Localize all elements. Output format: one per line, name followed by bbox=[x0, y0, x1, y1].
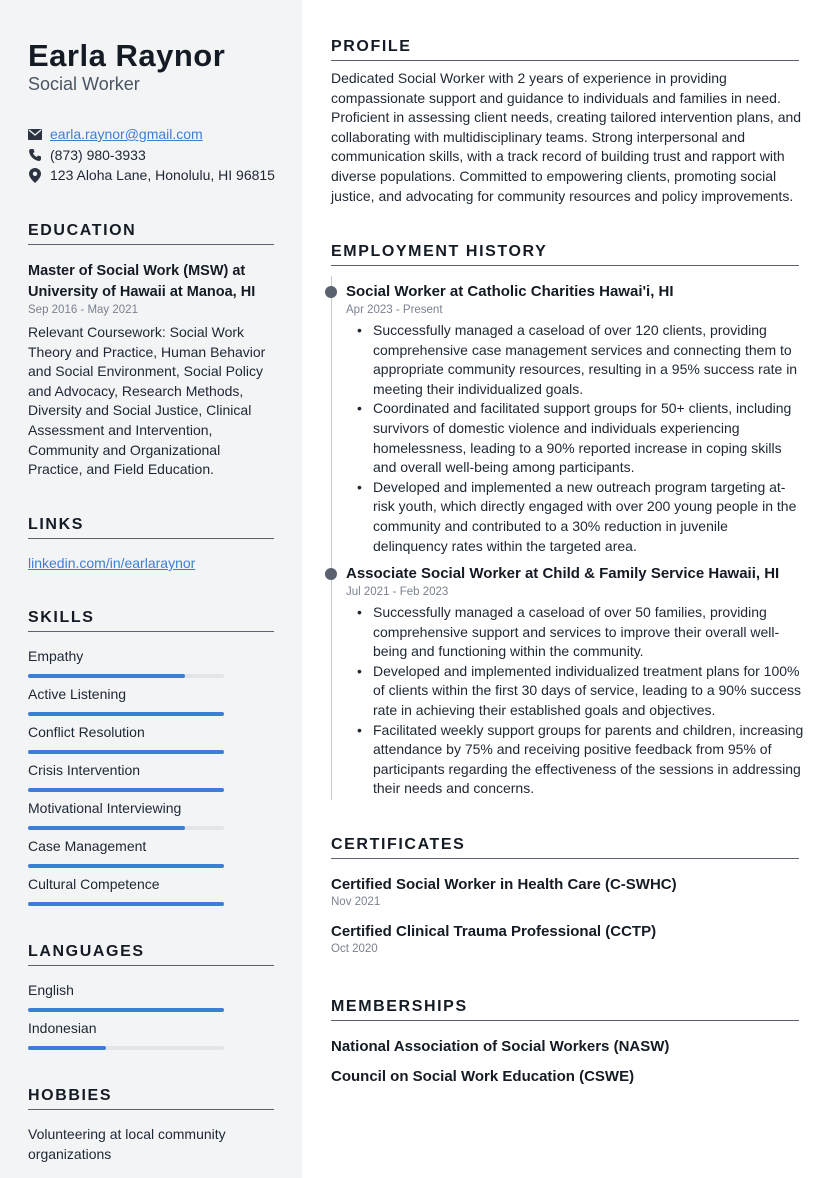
skill-level-bar bbox=[28, 674, 224, 678]
job-bullet: • Developed and implemented a new outreach program targeting at-risk youth, which directly engaged with over 200 young people in the community and contributed to a 30% reduction in juvenile delinquency rates within the targeted area. bbox=[346, 478, 804, 556]
memberships-heading: MEMBERSHIPS bbox=[331, 998, 799, 1021]
map-pin-icon bbox=[28, 168, 42, 182]
skill-level-fill bbox=[28, 902, 224, 906]
job-bullet: • Coordinated and facilitated support groups for 50+ clients, including survivors of domestic violence and individuals experiencing homelessness, leading to a 90% reported increase in coping skills and overall well-being among participants. bbox=[346, 399, 804, 477]
profile-text: Dedicated Social Worker with 2 years of experience in providing compassionate support and guidance to individuals and families in need. Proficient in assessing client needs, creating tailored intervention plans, and collaborating with multidisciplinary teams. Strong interpersonal and communication skills, with a track record of building trust and rapport with diverse populations. Committed to empowering clients, promoting social justice, and advocating for community resources and policy improvements. bbox=[331, 70, 802, 204]
certificate-item bbox=[331, 876, 803, 908]
job-bullets bbox=[346, 603, 804, 799]
skill-level-fill bbox=[28, 788, 224, 792]
employment-heading: EMPLOYMENT HISTORY bbox=[331, 243, 799, 266]
language-label: English bbox=[28, 982, 74, 998]
job-dates: Apr 2023 - Present bbox=[346, 304, 443, 316]
skill-label: Conflict Resolution bbox=[28, 724, 145, 740]
skill-level-fill bbox=[28, 826, 185, 830]
address-text: 123 Aloha Lane, Honolulu, HI 96815 bbox=[50, 167, 275, 183]
skill-label: Motivational Interviewing bbox=[28, 800, 182, 816]
phone-text: (873) 980-3933 bbox=[50, 147, 146, 163]
job-bullet: • Successfully managed a caseload of over 120 clients, providing comprehensive case management services and connecting them to appropriate community resources, resulting in a 95% success rate in meeting their individualized goals. bbox=[346, 321, 804, 399]
education-degree: Master of Social Work (MSW) at University of Hawaii at Manoa, HI bbox=[28, 263, 256, 300]
certificate-date: Oct 2020 bbox=[331, 943, 378, 955]
language-level-fill bbox=[28, 1008, 224, 1012]
languages-heading: LANGUAGES bbox=[28, 943, 274, 966]
contact-email[interactable] bbox=[28, 126, 203, 142]
language-label: Indonesian bbox=[28, 1020, 97, 1036]
timeline-dot bbox=[325, 568, 337, 580]
skill-label: Cultural Competence bbox=[28, 876, 160, 892]
certificate-name: Certified Clinical Trauma Professional (CCTP) bbox=[331, 923, 657, 940]
skill-level-fill bbox=[28, 674, 185, 678]
main-content bbox=[302, 0, 833, 1178]
timeline-dot bbox=[325, 286, 337, 298]
job-bullets bbox=[346, 321, 804, 556]
skill-item bbox=[28, 686, 224, 702]
skill-item bbox=[28, 762, 224, 778]
language-item bbox=[28, 982, 224, 998]
hobby-item: Volunteering at local community organizations bbox=[28, 1126, 226, 1162]
education-dates: Sep 2016 - May 2021 bbox=[28, 304, 138, 316]
skill-level-fill bbox=[28, 712, 224, 716]
skill-label: Crisis Intervention bbox=[28, 762, 141, 778]
skill-label: Active Listening bbox=[28, 686, 127, 702]
membership-item: Council on Social Work Education (CSWE) bbox=[331, 1068, 635, 1085]
skill-level-bar bbox=[28, 864, 224, 868]
certificate-name: Certified Social Worker in Health Care (C-SWHC) bbox=[331, 876, 677, 893]
contact-phone bbox=[28, 147, 146, 163]
language-level-fill bbox=[28, 1046, 106, 1050]
skill-label: Empathy bbox=[28, 648, 84, 664]
sidebar bbox=[0, 0, 302, 1178]
profile-heading: PROFILE bbox=[331, 38, 799, 61]
membership-item: National Association of Social Workers (NASW) bbox=[331, 1038, 670, 1055]
job-bullet: • Successfully managed a caseload of over 50 families, providing comprehensive support and services to improve their overall well-being and functioning within the community. bbox=[346, 603, 804, 662]
linkedin-link[interactable]: linkedin.com/in/earlaraynor bbox=[28, 555, 196, 571]
candidate-name: Earla Raynor bbox=[28, 38, 226, 73]
skill-level-fill bbox=[28, 750, 224, 754]
timeline-line bbox=[331, 276, 332, 800]
language-level-bar bbox=[28, 1008, 224, 1012]
skill-item bbox=[28, 838, 224, 854]
job-entry bbox=[346, 564, 804, 799]
certificate-item bbox=[331, 923, 803, 955]
contact-address bbox=[28, 167, 275, 183]
job-title: Social Worker at Catholic Charities Hawai'i, HI bbox=[346, 283, 674, 300]
job-dates: Jul 2021 - Feb 2023 bbox=[346, 586, 449, 598]
phone-icon bbox=[28, 148, 42, 162]
job-entry bbox=[346, 282, 804, 556]
certificates-heading: CERTIFICATES bbox=[331, 836, 799, 859]
language-item bbox=[28, 1020, 224, 1036]
skill-level-bar bbox=[28, 826, 224, 830]
job-bullet: • Developed and implemented individualized treatment plans for 100% of clients within the first 30 days of service, leading to a 90% success rate in achieving their established goals and objectives. bbox=[346, 662, 804, 721]
skills-heading: SKILLS bbox=[28, 609, 274, 632]
skill-level-bar bbox=[28, 788, 224, 792]
email-link[interactable]: earla.raynor@gmail.com bbox=[50, 126, 203, 142]
candidate-title: Social Worker bbox=[28, 74, 140, 94]
skill-level-bar bbox=[28, 750, 224, 754]
skill-level-bar bbox=[28, 902, 224, 906]
skill-item bbox=[28, 648, 224, 664]
skill-level-bar bbox=[28, 712, 224, 716]
job-bullet: • Facilitated weekly support groups for parents and children, increasing attendance by 75% and receiving positive feedback from 95% of participants regarding the effectiveness of the sessions in addressing their needs and concerns. bbox=[346, 721, 804, 799]
job-title: Associate Social Worker at Child & Family Service Hawaii, HI bbox=[346, 565, 780, 582]
skill-item bbox=[28, 876, 224, 892]
skill-level-fill bbox=[28, 864, 224, 868]
skill-label: Case Management bbox=[28, 838, 147, 854]
envelope-icon bbox=[28, 127, 42, 141]
hobbies-heading: HOBBIES bbox=[28, 1087, 274, 1110]
skill-item bbox=[28, 724, 224, 740]
language-level-bar bbox=[28, 1046, 224, 1050]
skill-item bbox=[28, 800, 224, 816]
certificate-date: Nov 2021 bbox=[331, 896, 381, 908]
education-details: Relevant Coursework: Social Work Theory and Practice, Human Behavior and Social Environment, Social Policy and Advocacy, Research Methods, Diversity and Social Justice, Clinical Assessment and Intervention, Community and Organizational Practice, and Field Education. bbox=[28, 324, 266, 478]
education-heading: EDUCATION bbox=[28, 222, 274, 245]
links-heading: LINKS bbox=[28, 516, 274, 539]
